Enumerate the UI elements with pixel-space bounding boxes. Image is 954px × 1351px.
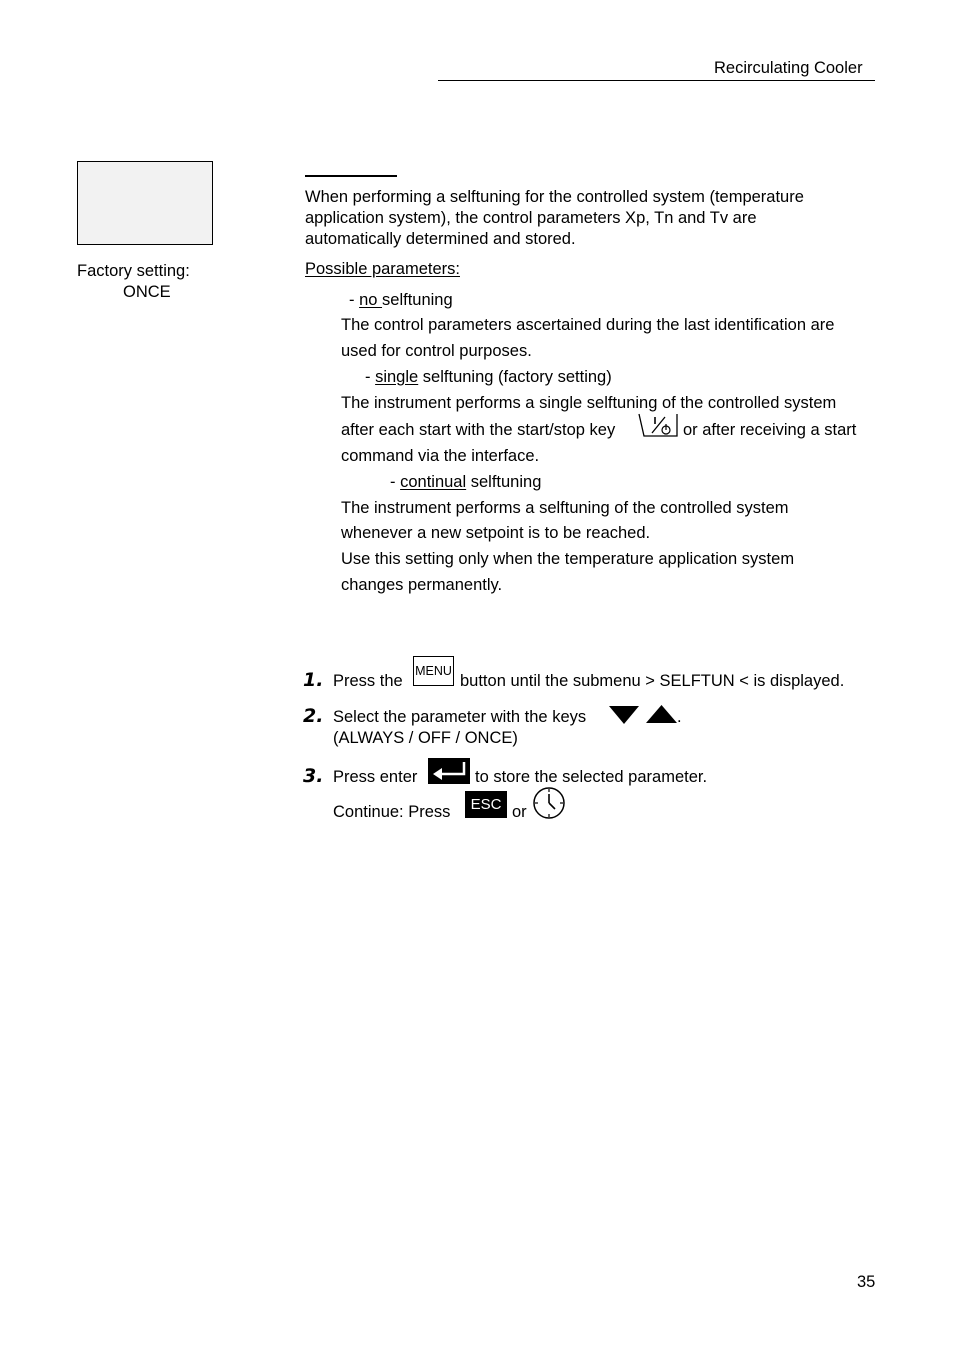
factory-setting-value: ONCE [123,283,171,301]
param-no [349,291,453,310]
param-continual-desc-1: The instrument performs a selftuning of the controlled system [341,499,789,517]
running-header: Recirculating Cooler [714,59,863,77]
param-continual-desc-4: changes permanently. [341,576,503,594]
step-1-text-b: button until the submenu > SELFTUN < is displayed. [460,672,845,690]
start-stop-key-icon [638,413,678,437]
param-single-desc-2b: or after receiving a start [683,421,857,439]
param-no-desc-2: used for control purposes. [341,342,532,360]
step-1-text-a: Press the [333,672,403,690]
param-continual [390,473,541,492]
param-continual-dash: - [390,473,401,491]
param-single-key: single [375,368,419,386]
step-2-text-a: Select the parameter with the keys [333,708,587,726]
header-rule [438,80,875,81]
step-3-or: or [512,803,527,821]
arrow-up-icon [645,704,678,724]
intro-line-1: When performing a selftuning for the controlled system (temperature [305,188,804,206]
step-3-text-b: to store the selected parameter. [475,768,708,786]
step-2-text-b: (ALWAYS / OFF / ONCE) [333,729,518,747]
menu-key-icon: MENU [413,656,454,686]
enter-key-icon [428,758,470,784]
param-single-desc-3: command via the interface. [341,447,540,465]
step-3-number: 3. [303,765,324,787]
param-no-key: no [359,291,383,309]
param-no-rest: selftuning [382,291,453,309]
page-number: 35 [857,1273,876,1291]
param-no-desc-1: The control parameters ascertained during the last identification are [341,316,835,334]
step-2-number: 2. [303,705,324,727]
step-1-number: 1. [303,669,324,691]
param-continual-desc-3: Use this setting only when the temperature application system [341,550,795,568]
param-continual-rest: selftuning [466,473,542,491]
factory-setting-label: Factory setting: [77,262,190,280]
intro-line-2: application system), the control parameters Xp, Tn and Tv are [305,209,757,227]
title-underline [305,175,397,177]
param-no-dash: - [349,291,360,309]
possible-parameters-heading: Possible parameters: [305,260,460,278]
param-single-desc-2a: after each start with the start/stop key [341,421,616,439]
step-2-period: . [677,708,682,726]
step-3-continue-label: Continue: Press [333,803,451,821]
param-continual-desc-2: whenever a new setpoint is to be reached. [341,524,651,542]
display-box [77,161,213,245]
param-single-rest: selftuning (factory setting) [418,368,612,386]
param-single-desc-1: The instrument performs a single selftuning of the controlled system [341,394,837,412]
param-continual-key: continual [400,473,467,491]
param-single [365,368,612,387]
arrow-down-icon [608,705,640,725]
param-single-dash: - [365,368,376,386]
esc-key-icon: ESC [465,791,507,818]
clock-key-icon [532,786,566,820]
step-3-text-a: Press enter [333,768,418,786]
intro-line-3: automatically determined and stored. [305,230,576,248]
